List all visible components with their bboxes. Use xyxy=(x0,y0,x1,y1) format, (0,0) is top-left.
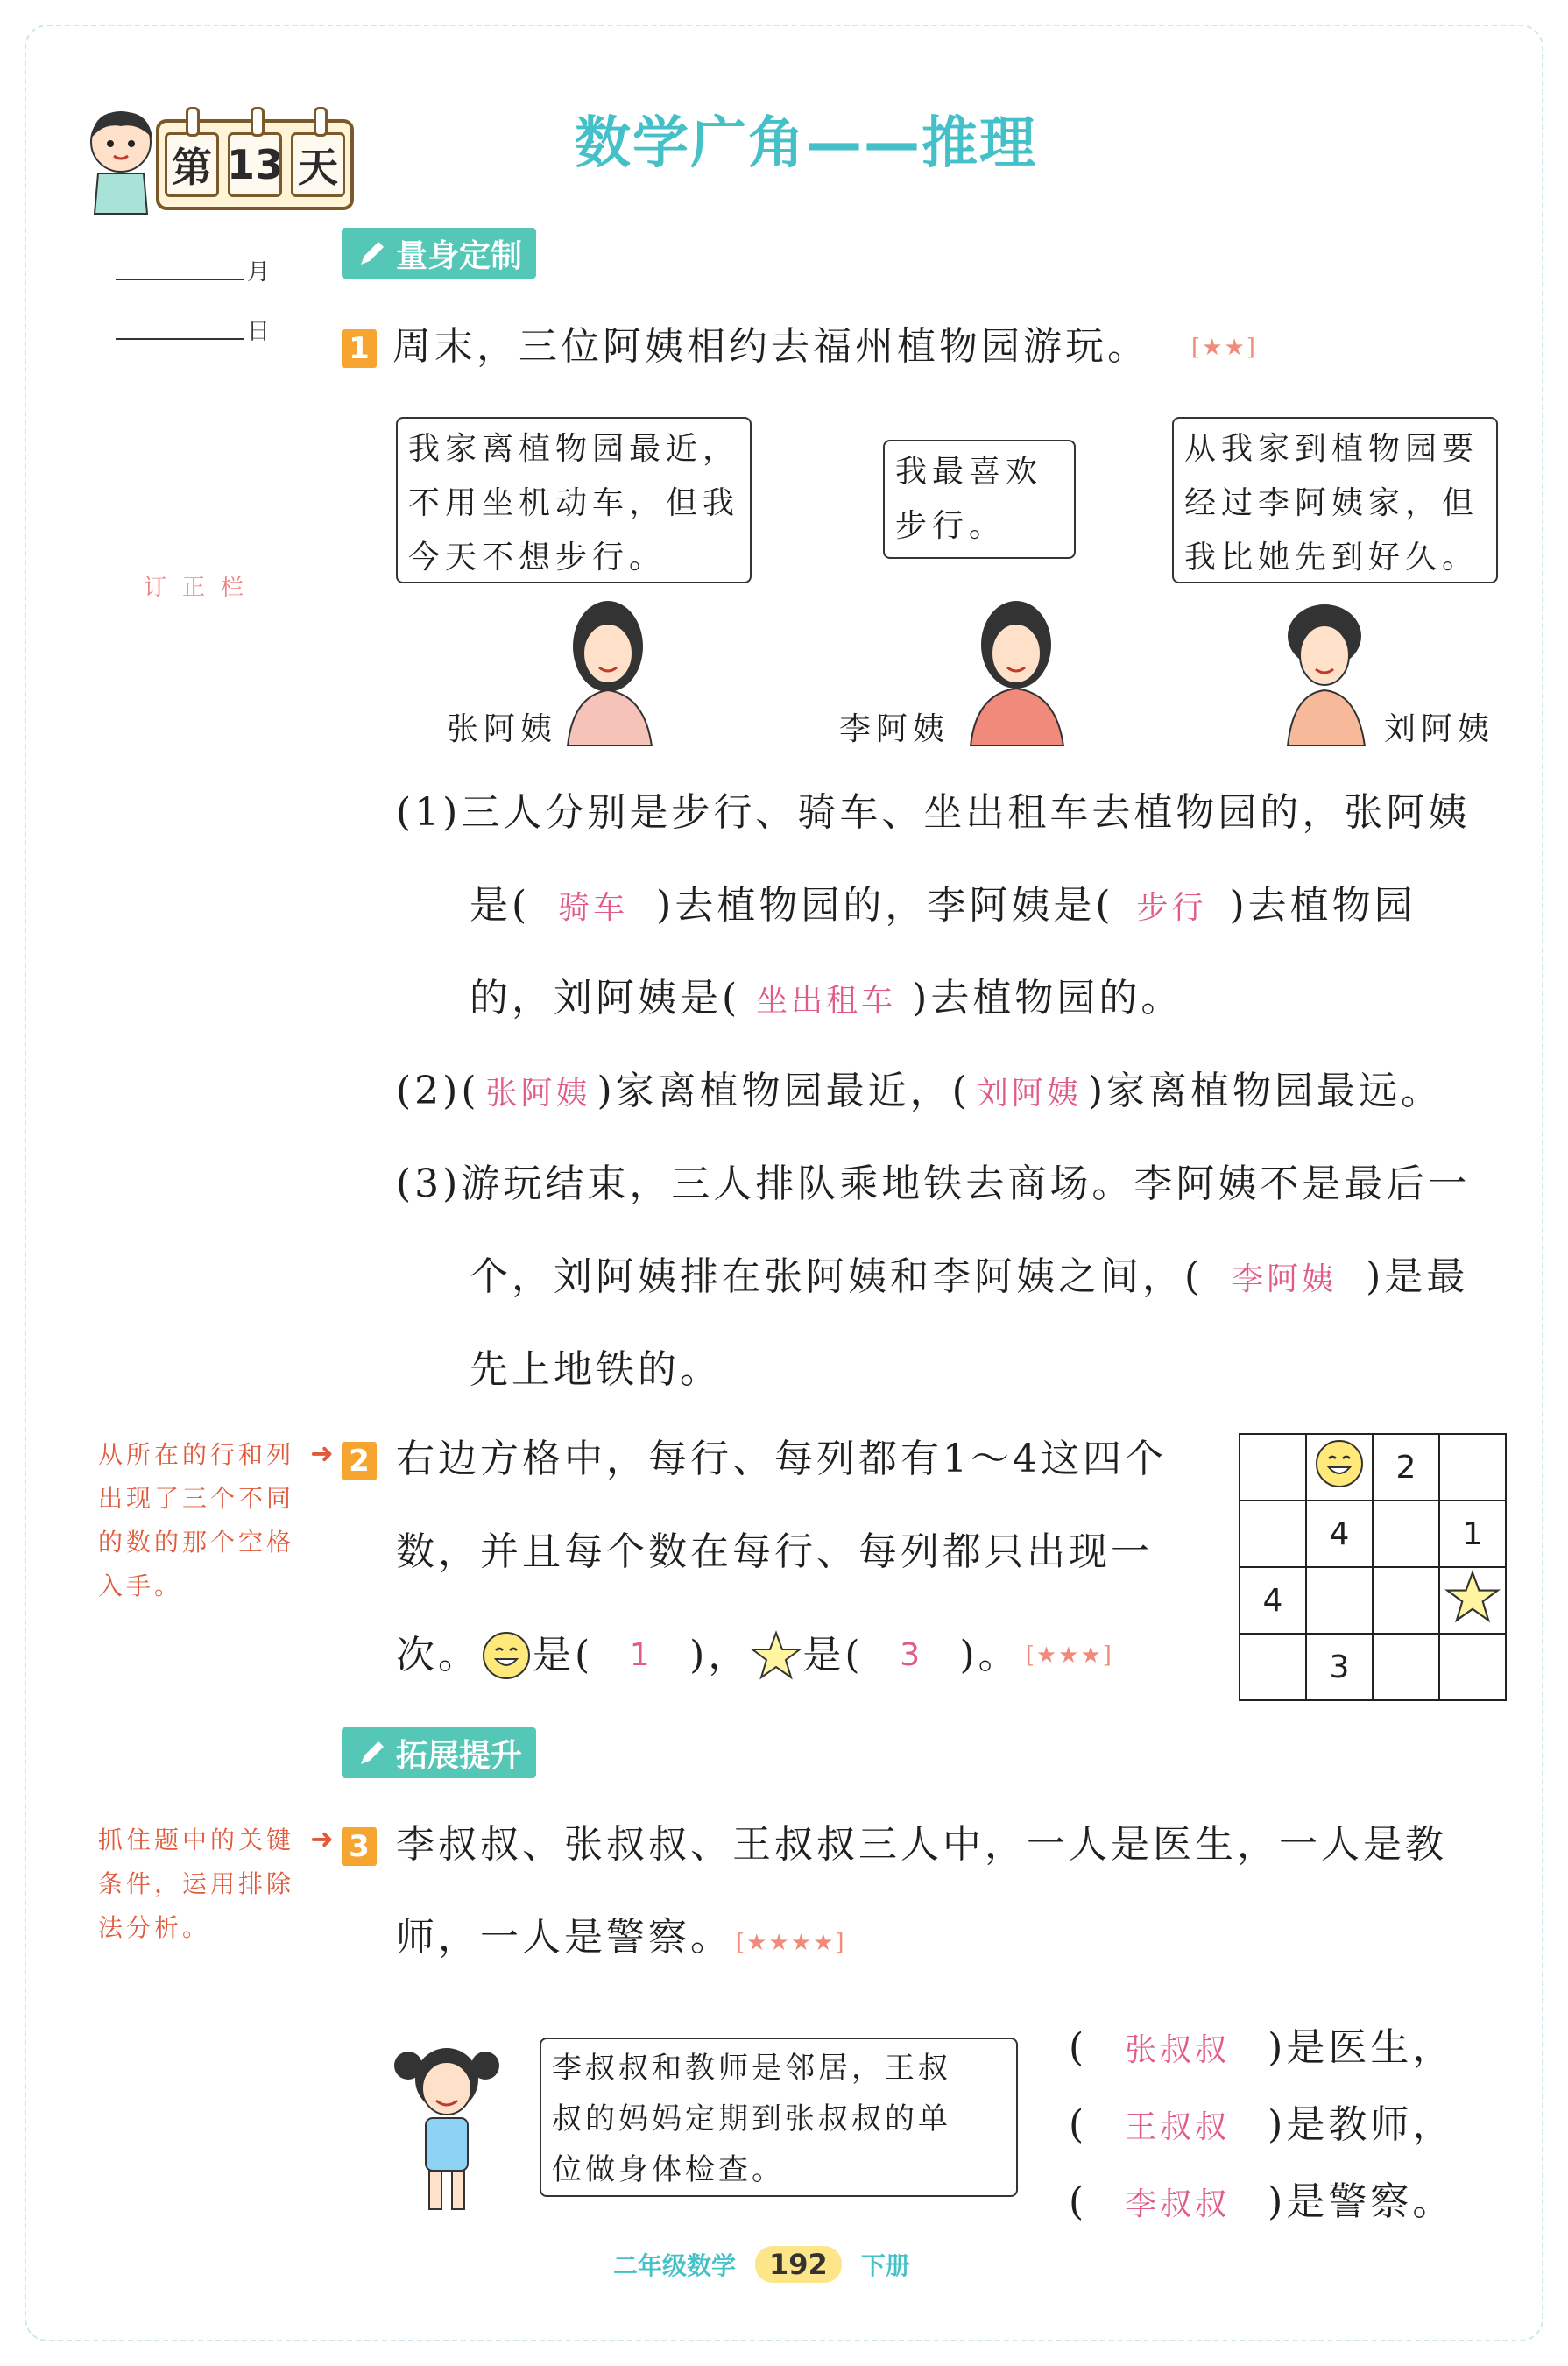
hint-line: 抓住题中的关键 xyxy=(98,1826,295,1854)
text-fragment: (2)( xyxy=(396,1069,480,1113)
text-fragment: )去植物园 xyxy=(1229,883,1416,928)
text-fragment: )。 xyxy=(959,1633,1021,1677)
grid-cell xyxy=(1240,1634,1306,1700)
page-title: 数学广角——推理 xyxy=(575,111,1037,176)
grid-cell-star xyxy=(1439,1567,1506,1634)
q3-line2 xyxy=(396,1915,846,1962)
smiley-icon xyxy=(480,1629,533,1682)
answer-first-on-subway: 李阿姨 xyxy=(1232,1261,1338,1297)
aunt-li-illustration-icon xyxy=(964,592,1069,746)
number-grid xyxy=(1239,1433,1507,1701)
bubble-line: 经过李阿姨家，但 xyxy=(1184,485,1480,521)
grid-row xyxy=(1240,1567,1506,1634)
grid-cell xyxy=(1240,1434,1306,1501)
text-fragment: 是( xyxy=(470,883,531,928)
q2-line3 xyxy=(396,1629,1113,1682)
answer-star-value: 3 xyxy=(900,1637,923,1673)
text-fragment: 个，刘阿姨排在张阿姨和李阿姨之间，( xyxy=(470,1254,1204,1299)
q3-line1: 李叔叔、张叔叔、王叔叔三人中，一人是医生，一人是教 xyxy=(396,1822,1447,1867)
bubble-line: 李叔叔和教师是邻居，王叔 xyxy=(552,2051,951,2086)
q2-difficulty-stars: [★★★] xyxy=(1025,1642,1113,1669)
text-fragment: 师，一人是警察。 xyxy=(396,1915,732,1960)
day-char-1: 第 xyxy=(165,132,219,197)
answer-teacher: 王叔叔 xyxy=(1125,2109,1231,2145)
grid-cell: 3 xyxy=(1306,1634,1373,1700)
day-char-2: 天 xyxy=(291,132,345,197)
q3-answer-police xyxy=(1069,2179,1455,2224)
grid-cell: 4 xyxy=(1240,1567,1306,1634)
text-fragment: )家离植物园最近，( xyxy=(597,1069,971,1113)
text-fragment: ( xyxy=(1069,2025,1088,2070)
grid-cell xyxy=(1439,1434,1506,1501)
hint-line: 法分析。 xyxy=(98,1913,211,1942)
day-number: 13 xyxy=(228,132,282,197)
q1-part1-line1: (1)三人分别是步行、骑车、坐出租车去植物园的，张阿姨 xyxy=(396,790,1471,835)
answer-police: 李叔叔 xyxy=(1125,2186,1231,2222)
section-tag-label: 量身定制 xyxy=(396,237,523,274)
bubble-line: 今天不想步行。 xyxy=(408,540,667,576)
text-fragment: )家离植物园最远。 xyxy=(1087,1069,1444,1113)
hint-line: 条件，运用排除 xyxy=(98,1869,295,1898)
bubble-line: 步行。 xyxy=(895,508,1006,544)
page-number: 192 xyxy=(755,2246,842,2283)
q3-difficulty-stars: [★★★★] xyxy=(736,1930,846,1956)
grid-cell: 4 xyxy=(1306,1501,1373,1567)
correction-column-label: 订正栏 xyxy=(144,575,260,601)
text-fragment: )是医生， xyxy=(1268,2025,1455,2070)
speech-bubble-liu xyxy=(1172,417,1498,583)
grid-row xyxy=(1240,1634,1506,1700)
text-fragment: ( xyxy=(1069,2179,1088,2224)
q2-line2: 数，并且每个数在每行、每列都只出现一 xyxy=(396,1529,1153,1574)
text-fragment: 的，刘阿姨是( xyxy=(470,976,741,1021)
text-fragment: 次。 xyxy=(396,1633,480,1677)
speech-bubble-zhang xyxy=(396,417,752,583)
q1-part1-line3 xyxy=(470,976,1183,1021)
text-fragment: )是最 xyxy=(1366,1254,1469,1299)
question-number: 3 xyxy=(342,1827,377,1866)
q2-line1: 右边方格中，每行、每列都有1～4这四个 xyxy=(396,1437,1167,1481)
q1-part3-line2 xyxy=(470,1254,1469,1299)
bubble-line: 我家离植物园最近， xyxy=(408,431,740,467)
bubble-line: 我最喜欢 xyxy=(895,454,1043,490)
text-fragment: )是教师， xyxy=(1268,2102,1455,2147)
question-number: 1 xyxy=(342,329,377,368)
day-badge xyxy=(156,119,354,210)
answer-doctor: 张叔叔 xyxy=(1125,2032,1231,2068)
text-fragment: )去植物园的，李阿姨是( xyxy=(656,883,1114,928)
q1-text: 周末，三位阿姨相约去福州植物园游玩。 xyxy=(392,324,1149,369)
month-label: 月 xyxy=(247,259,271,286)
aunt-liu-illustration-icon xyxy=(1279,592,1375,746)
text-fragment: 是( xyxy=(802,1633,864,1677)
hint-arrow-icon: ➜ xyxy=(310,1437,334,1470)
bubble-line: 位做身体检查。 xyxy=(552,2152,785,2187)
answer-zhang-mode: 骑车 xyxy=(558,890,629,926)
text-fragment: 是( xyxy=(533,1633,594,1677)
name-label-li: 李阿姨 xyxy=(839,711,950,747)
bubble-line: 不用坐机动车，但我 xyxy=(408,485,740,521)
q1-part3-line3: 先上地铁的。 xyxy=(470,1347,722,1392)
footer xyxy=(613,2246,910,2283)
name-label-liu: 刘阿姨 xyxy=(1384,711,1495,747)
section-tag-extension xyxy=(342,1727,536,1778)
star-icon xyxy=(750,1629,802,1682)
bubble-line: 我比她先到好久。 xyxy=(1184,540,1480,576)
q3-answer-doctor xyxy=(1069,2025,1455,2070)
hint-line: 从所在的行和列 xyxy=(98,1440,295,1469)
question-number: 2 xyxy=(342,1442,377,1480)
girl-illustration-icon xyxy=(392,2031,501,2214)
q1-difficulty-stars: [★★] xyxy=(1191,335,1257,361)
section-tag-label: 拓展提升 xyxy=(396,1737,523,1774)
q1-part3-line1: (3)游玩结束，三人排队乘地铁去商场。李阿姨不是最后一 xyxy=(396,1162,1471,1206)
grid-cell xyxy=(1306,1567,1373,1634)
grid-cell xyxy=(1439,1634,1506,1700)
answer-smiley-value: 1 xyxy=(629,1637,653,1673)
boy-mascot-icon xyxy=(77,103,165,215)
day-field[interactable] xyxy=(116,338,244,340)
day-label: 日 xyxy=(247,319,271,345)
text-fragment: )去植物园的。 xyxy=(912,976,1183,1021)
name-label-zhang: 张阿姨 xyxy=(447,711,558,747)
q1-part1-line2 xyxy=(470,883,1416,928)
month-field[interactable] xyxy=(116,279,244,280)
pencil-icon xyxy=(357,238,387,268)
pencil-icon xyxy=(357,1738,387,1768)
q3-hint xyxy=(98,1819,294,1950)
bubble-line: 叔的妈妈定期到张叔叔的单 xyxy=(552,2101,951,2136)
text-fragment: )， xyxy=(689,1633,751,1677)
grid-cell xyxy=(1240,1501,1306,1567)
star-icon xyxy=(1444,1569,1501,1625)
grid-cell-smiley xyxy=(1306,1434,1373,1501)
grid-cell xyxy=(1373,1567,1439,1634)
q2-hint xyxy=(98,1433,294,1608)
grid-cell: 2 xyxy=(1373,1434,1439,1501)
speech-bubble-girl xyxy=(540,2038,1018,2197)
smiley-icon xyxy=(1313,1437,1366,1490)
section-tag-tailored xyxy=(342,228,536,279)
aunt-zhang-illustration-icon xyxy=(561,592,657,746)
bubble-line: 从我家到植物园要 xyxy=(1184,431,1480,467)
grid-row xyxy=(1240,1434,1506,1501)
grid-cell: 1 xyxy=(1439,1501,1506,1567)
footer-volume: 下册 xyxy=(860,2251,910,2280)
grid-row xyxy=(1240,1501,1506,1567)
q1-part2 xyxy=(396,1069,1444,1113)
hint-line: 的数的那个空格 xyxy=(98,1528,295,1557)
footer-grade: 二年级数学 xyxy=(613,2251,737,2280)
text-fragment: )是警察。 xyxy=(1268,2179,1455,2224)
answer-farthest: 刘阿姨 xyxy=(976,1076,1082,1112)
q3-answer-teacher xyxy=(1069,2102,1455,2147)
hint-arrow-icon: ➜ xyxy=(310,1822,334,1855)
grid-cell xyxy=(1373,1634,1439,1700)
grid-cell xyxy=(1373,1501,1439,1567)
text-fragment: ( xyxy=(1069,2102,1088,2147)
speech-bubble-li xyxy=(883,440,1076,559)
hint-line: 出现了三个不同 xyxy=(98,1484,295,1513)
answer-liu-mode: 坐出租车 xyxy=(756,983,897,1019)
answer-nearest: 张阿姨 xyxy=(485,1076,591,1112)
answer-li-mode: 步行 xyxy=(1136,890,1207,926)
hint-line: 入手。 xyxy=(98,1571,183,1600)
